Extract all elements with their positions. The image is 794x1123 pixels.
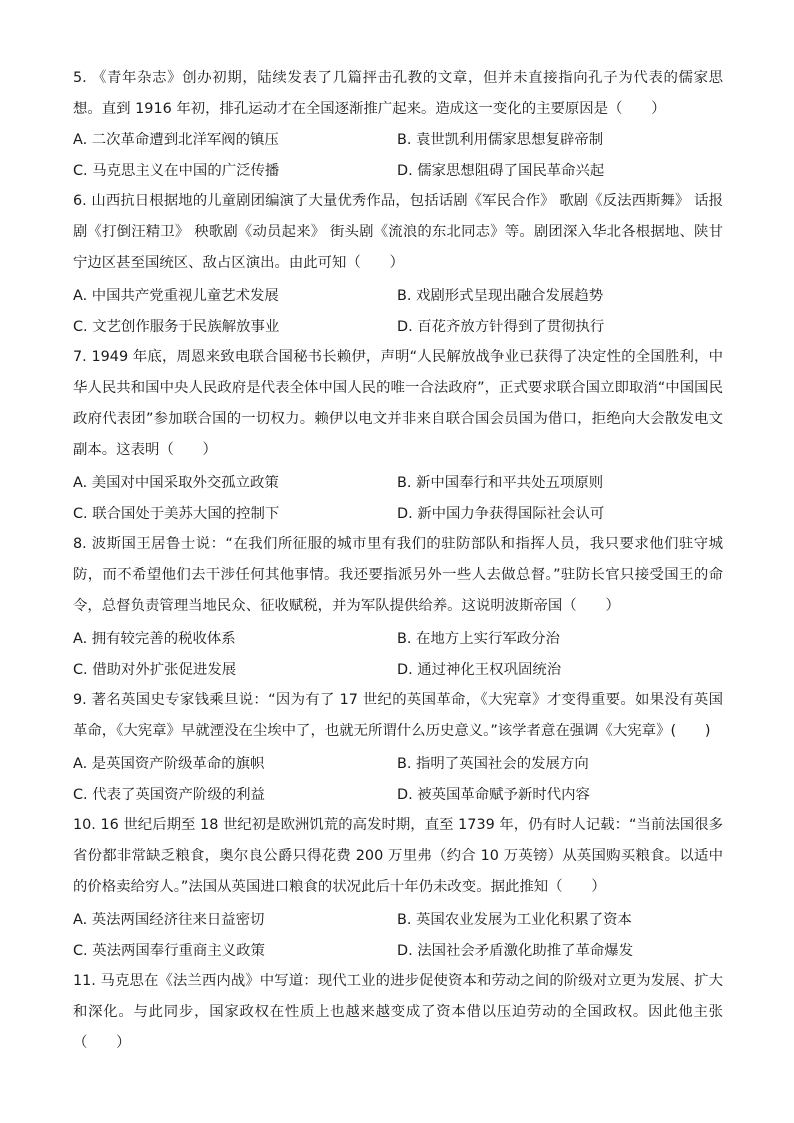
question-7-option-a[interactable]: A. 美国对中国采取外交孤立政策 [73,475,279,491]
question-6-option-c[interactable]: C. 文艺创作服务于民族解放事业 [73,319,280,335]
question-9-option-b[interactable]: B. 指明了英国社会的发展方向 [397,756,589,772]
question-5-option-b[interactable]: B. 袁世凯利用儒家思想复辟帝制 [397,132,604,148]
question-11-text: 11. 马克思在《法兰西内战》中写道：现代工业的进步促使资本和劳动之间的阶级对立更为发展、扩大和深化。与此同步，国家政权在性质上也越来越变成了资本借以压迫劳动的全国政权。因此他主张（ ） [73,973,723,1051]
question-9-option-a[interactable]: A. 是英国资产阶级革命的旗帜 [73,756,265,772]
question-10-text: 10. 16 世纪后期至 18 世纪初是欧洲饥荒的高发时期，直至 1739 年，仍有时人记载：“当前法国很多省份都非常缺乏粮食，奥尔良公爵只得花费 200 万里弗（约合 10 万英镑）从英国购买粮食。以适中的价格卖给穷人。”法国从英国进口粮食的状况此后十年仍未改变。据此推知（ ） [73,817,723,895]
question-7-option-d[interactable]: D. 新中国力争获得国际社会认可 [397,506,605,522]
question-8-option-d[interactable]: D. 通过神化王权巩固统治 [397,662,562,678]
question-6-text: 6. 山西抗日根据地的儿童剧团编演了大量优秀作品，包括话剧《军民合作》 歌剧《反法西斯舞》 话报剧《打倒汪精卫》 秧歌剧《动员起来》 街头剧《流浪的东北同志》等。剧团深入华北各根据地、陕甘宁边区甚至国统区、敌占区演出。由此可知（ ） [73,193,723,271]
question-8-option-b[interactable]: B. 在地方上实行军政分治 [397,631,560,647]
question-5-text: 5. 《青年杂志》创办初期，陆续发表了几篇抨击孔教的文章，但并未直接指向孔子为代表的儒家思想。直到 1916 年初，排孔运动才在全国逐渐推广起来。造成这一变化的主要原因是（ ） [73,70,723,117]
question-8-text: 8. 波斯国王居鲁士说：“在我们所征服的城市里有我们的驻防部队和指挥人员，我只要求他们驻守城防，而不希望他们去干涉任何其他事情。我还要指派另外一些人去做总督。”驻防长官只接受国王的命令，总督负责管理当地民众、征收赋税，并为军队提供给养。这说明波斯帝国（ ） [73,536,723,614]
question-7-option-c[interactable]: C. 联合国处于美苏大国的控制下 [73,506,280,522]
question-9-option-d[interactable]: D. 被英国革命赋予新时代内容 [397,787,590,803]
question-10-option-c[interactable]: C. 英法两国奉行重商主义政策 [73,943,265,959]
question-5-option-d[interactable]: D. 儒家思想阻碍了国民革命兴起 [397,163,605,179]
question-9-option-c[interactable]: C. 代表了英国资产阶级的利益 [73,787,265,803]
question-10-option-a[interactable]: A. 英法两国经济往来日益密切 [73,912,265,928]
question-6-option-d[interactable]: D. 百花齐放方针得到了贯彻执行 [397,319,605,335]
question-9-text: 9. 著名英国史专家钱乘旦说：“因为有了 17 世纪的英国革命，《大宪章》才变得重要。如果没有英国革命，《大宪章》早就湮没在尘埃中了，也就无所谓什么历史意义。”该学者意在强调《大宪章》( ) [73,692,723,739]
question-7-option-b[interactable]: B. 新中国奉行和平共处五项原则 [397,475,604,491]
question-6-option-a[interactable]: A. 中国共产党重视儿童艺术发展 [73,288,279,304]
question-10-option-d[interactable]: D. 法国社会矛盾激化助推了革命爆发 [397,943,634,959]
question-8-option-c[interactable]: C. 借助对外扩张促进发展 [73,662,237,678]
question-10-option-b[interactable]: B. 英国农业发展为工业化积累了资本 [397,912,632,928]
question-5-option-a[interactable]: A. 二次革命遭到北洋军阀的镇压 [73,132,279,148]
question-7-text: 7. 1949 年底，周恩来致电联合国秘书长赖伊，声明“人民解放战争业已获得了决定性的全国胜利，中华人民共和国中央人民政府是代表全体中国人民的唯一合法政府”，正式要求联合国立即取消“中国国民政府代表团”参加联合国的一切权力。赖伊以电文并非来自联合国会员国为借口，拒绝向大会散发电文副本。这表明（ ） [73,349,723,458]
question-6-option-b[interactable]: B. 戏剧形式呈现出融合发展趋势 [397,288,604,304]
question-8-option-a[interactable]: A. 拥有较完善的税收体系 [73,631,236,647]
question-5-option-c[interactable]: C. 马克思主义在中国的广泛传播 [73,163,280,179]
